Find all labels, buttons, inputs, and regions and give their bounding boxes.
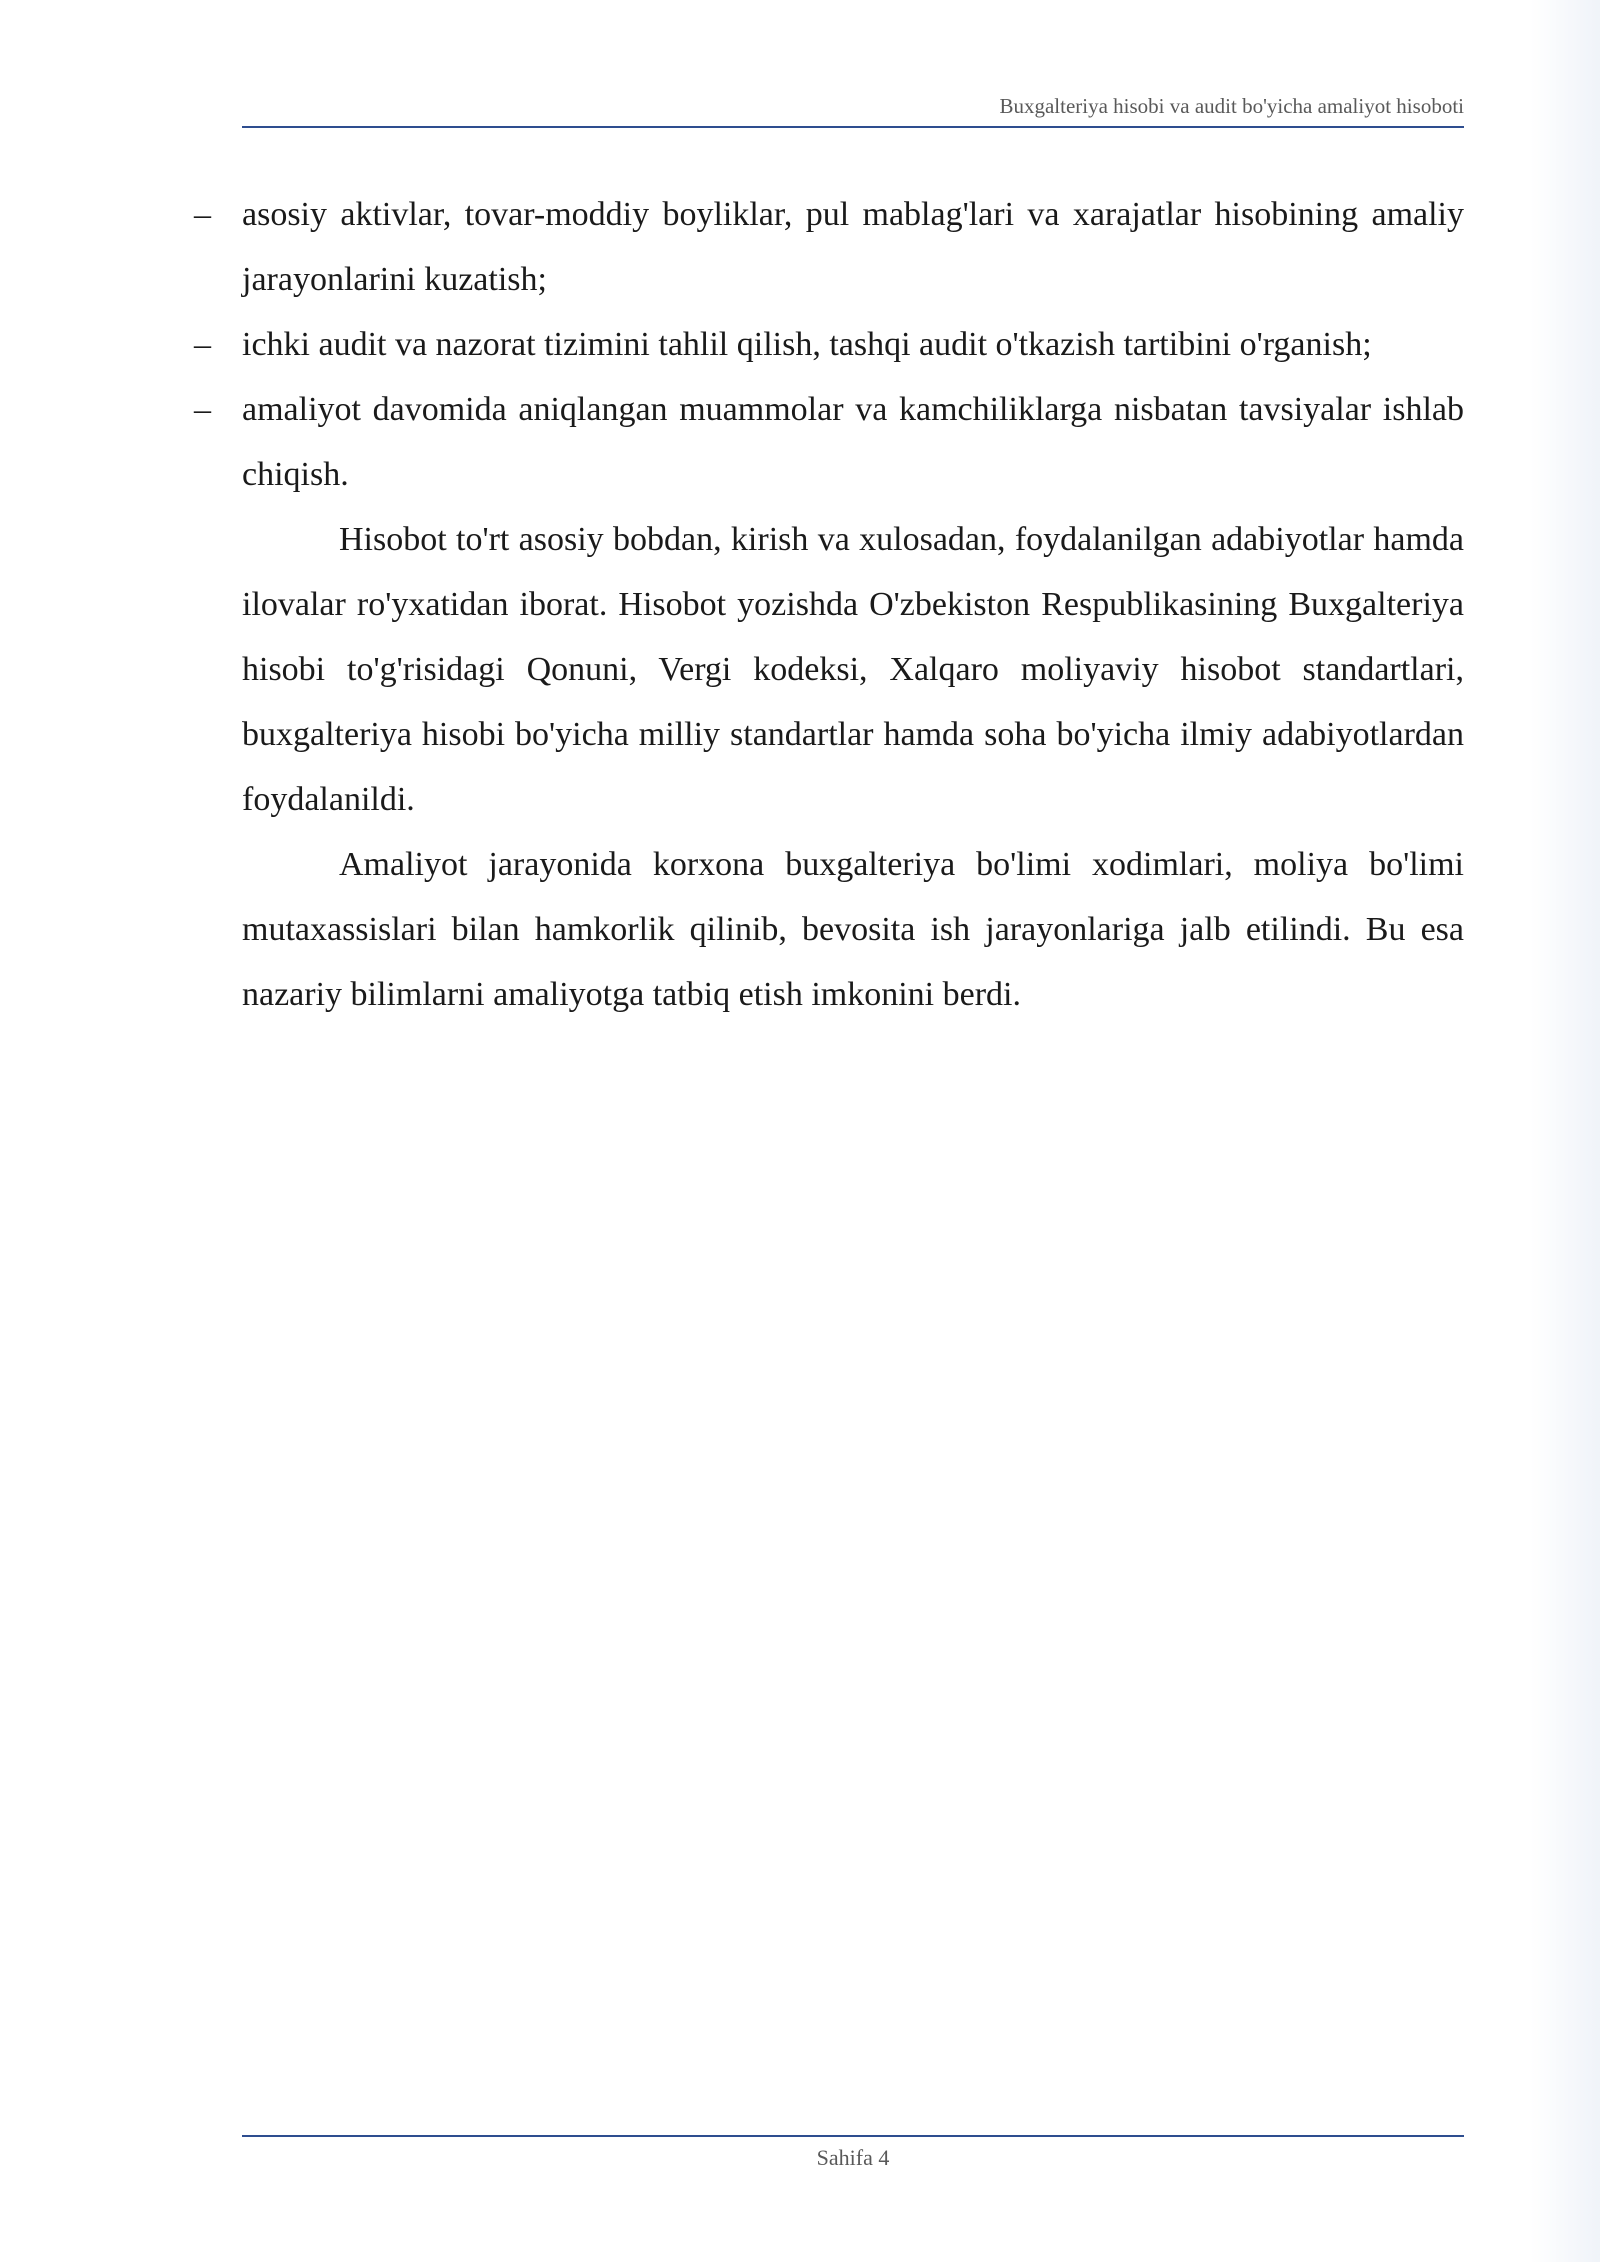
bullet-text: ichki audit va nazorat tizimini tahlil qilish, tashqi audit o'tkazish tartibini o'rganish; <box>242 326 1372 363</box>
document-body <box>194 182 1464 1027</box>
bullet-text: asosiy aktivlar, tovar-moddiy boyliklar, pul mablag'lari va xarajatlar hisobining amaliy jarayonlarini kuzatish; <box>242 196 1464 298</box>
page-edge-shadow <box>1530 0 1600 2262</box>
bullet-text: amaliyot davomida aniqlangan muammolar va kamchiliklarga nisbatan tavsiyalar ishlab chiqish. <box>242 391 1464 493</box>
body-paragraph: Amaliyot jarayonida korxona buxgalteriya bo'limi xodimlari, moliya bo'limi mutaxassislari bilan hamkorlik qilinib, bevosita ish jarayonlariga jalb etilindi. Bu esa nazariy bilimlarni amaliyotga tatbiq etish imkonini berdi. <box>242 846 1464 1013</box>
dash-marker: – <box>194 326 211 363</box>
header-title: Buxgalteriya hisobi va audit bo'yicha amaliyot hisoboti <box>999 94 1464 118</box>
dash-marker: – <box>194 196 211 233</box>
bullet-item <box>194 312 1464 377</box>
bullet-item <box>194 182 1464 312</box>
body-paragraph: Hisobot to'rt asosiy bobdan, kirish va xulosadan, foydalanilgan adabiyotlar hamda ilovalar ro'yxatidan iborat. Hisobot yozishda O'zbekiston Respublikasining Buxgalteriya hisobi to'g'risidagi Qonuni, Vergi kodeksi, Xalqaro moliyaviy hisobot standartlari, buxgalteriya hisobi bo'yicha milliy standartlar hamda soha bo'yicha ilmiy adabiyotlardan foydalanildi. <box>242 521 1464 818</box>
dash-marker: – <box>194 391 211 428</box>
page-number: Sahifa 4 <box>816 2145 890 2170</box>
page-footer <box>242 2135 1464 2171</box>
bullet-item <box>194 377 1464 507</box>
page-header <box>242 92 1464 128</box>
